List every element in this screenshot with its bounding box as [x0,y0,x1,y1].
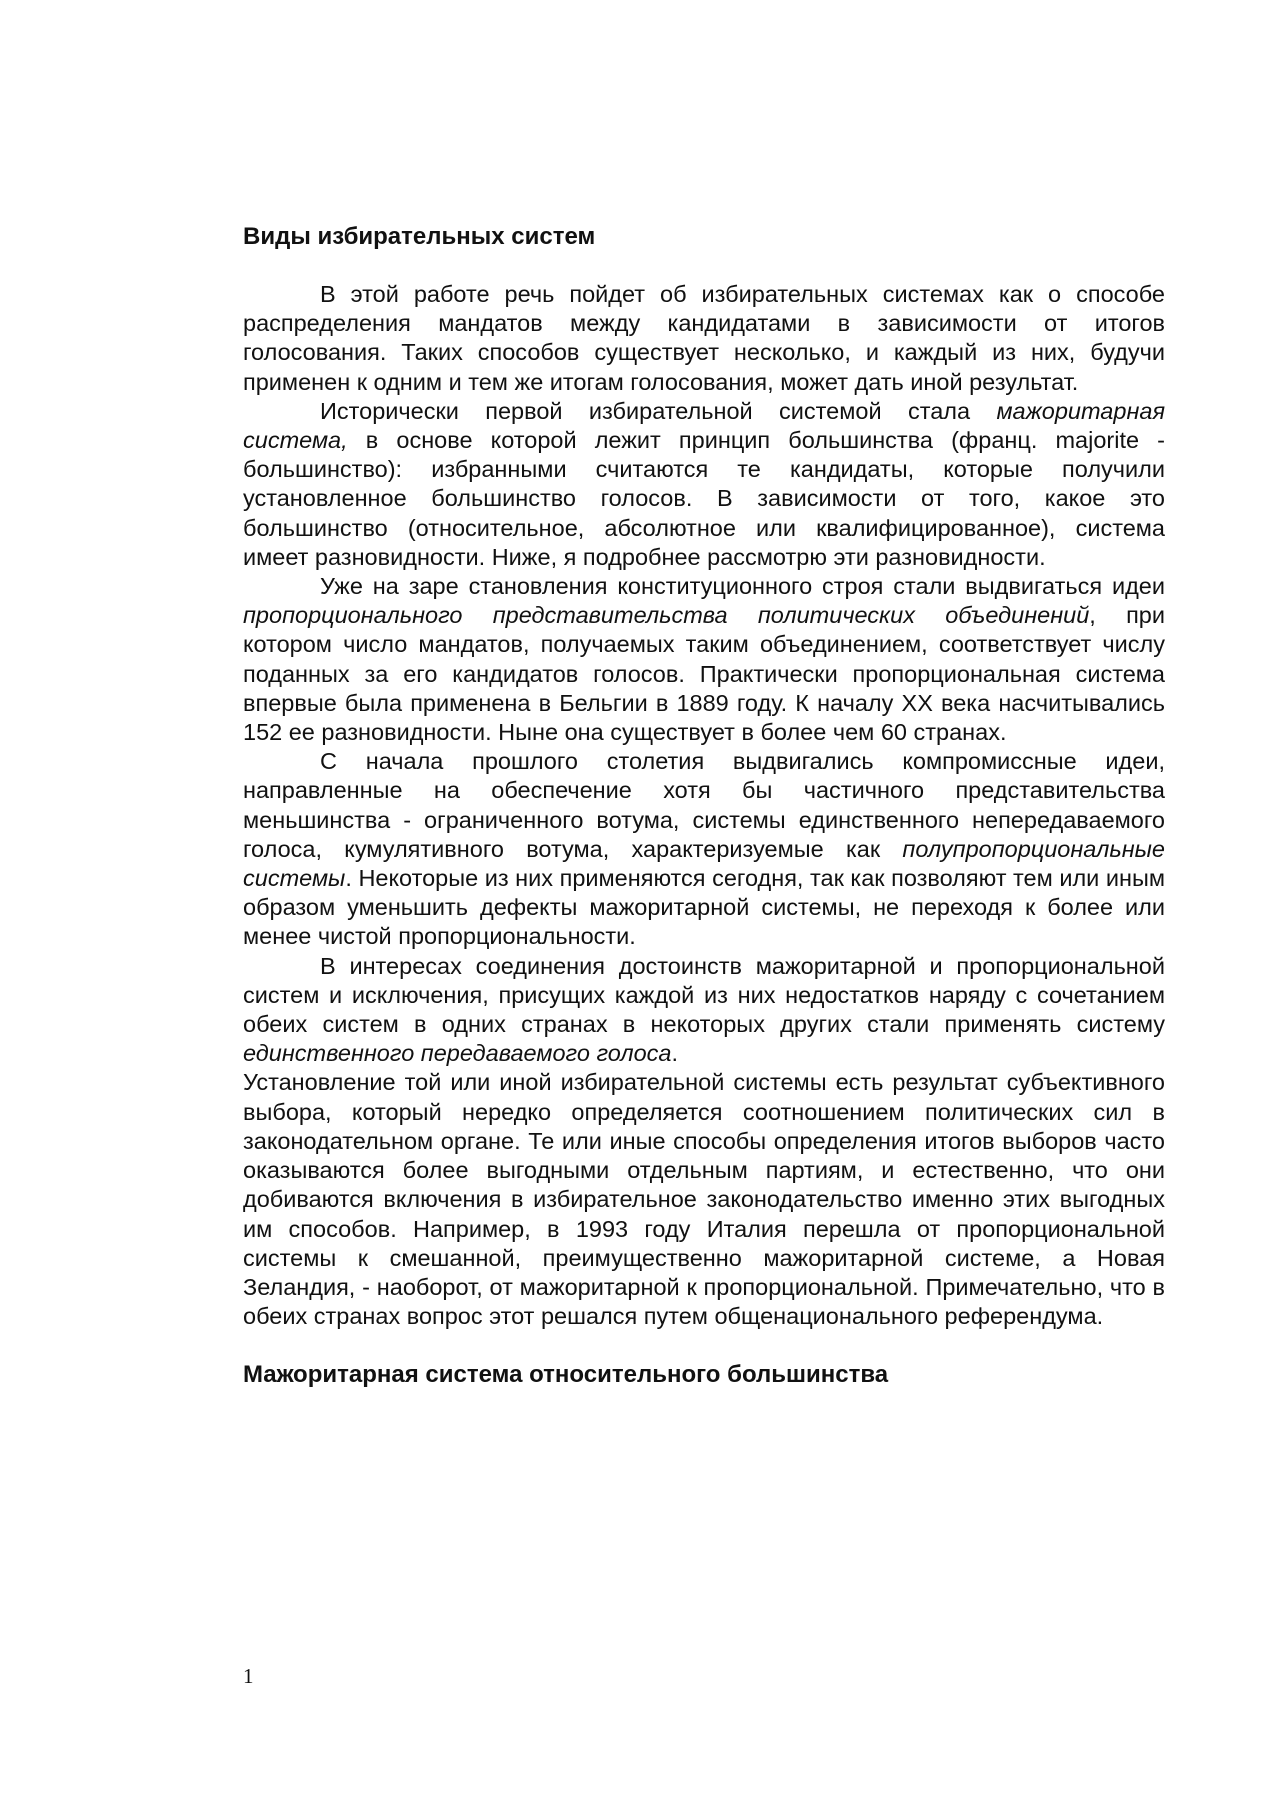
paragraph-proportional-text-b: , при котором число мандатов, получаемых таким объединением, соответствует числу поданных за его кандидатов голосов. Практически пропорциональная система впервые была применена в Бельгии в 1889 году. К началу XX века насчитывались 152 ее разновидности. Ныне она существует в более чем 60 странах. [243,602,1165,746]
paragraph-intro: В этой работе речь пойдет об избирательных системах как о способе распределения мандатов между кандидатами в зависимости от итогов голосования. Таких способов существует несколько, и каждый из них, будучи применен к одним и тем же итогам голосования, может дать иной результат. [243,281,1165,395]
paragraph-system-choice: Установление той или иной избирательной системы есть результат субъективного выбора, который нередко определяется соотношением политических сил в законодательном органе. Те или иные способы определения итогов выборов часто оказываются более выгодными отдельным партиям, и естественно, что они добиваются включения в избирательное законодательство именно этих выгодных им способов. Например, в 1993 году Италия перешла от пропорциональной системы к смешанной, преимущественно мажоритарной системе, а Новая Зеландия, - наоборот, от мажоритарной к пропорциональной. Примечательно, что в обеих странах вопрос этот решался путем общенационального референдума. [243,1069,1165,1330]
paragraph-majoritarian-text-a: Исторически первой избирательной системой стала [320,397,997,424]
paragraph-stv-emphasis: единственного передаваемого голоса [243,1040,672,1067]
paragraph-semi-proportional-emphasis: полупропорциональные системы [243,835,1165,892]
paragraph-semi-proportional-text-b: . Некоторые из них применяются сегодня, так как позволяют тем или иным образом уменьшить дефекты мажоритарной системы, не переходя к более или менее чистой пропорциональности. [243,865,1165,950]
paragraph-majoritarian-emphasis: мажоритарная система, [243,397,1165,454]
paragraph-stv-text-b: . [671,1040,679,1067]
paragraph-proportional [243,572,1165,747]
section-heading-electoral-systems: Виды избирательных систем [243,223,596,250]
paragraph-proportional-emphasis: пропорционального представительства политических объединений [243,602,1090,629]
paragraph-majoritarian-text-b: в основе которой лежит принцип большинства (франц. majorite - большинство): избранными считаются те кандидаты, которые получили установленное большинство голосов. В зависимости от того, какое это большинство (относительное, абсолютное или квалифицированное), система имеет разновидности. Ниже, я подробнее рассмотрю эти разновидности. [243,427,1165,570]
paragraph-semi-proportional-text-a: С начала прошлого столетия выдвигались компромиссные идеи, направленные на обеспечение хотя бы частичного представительства меньшинства - ограниченного вотума, системы единственного непередаваемого голоса, кумулятивного вотума, характеризуемые как [243,748,1165,862]
paragraph-single-transferable-vote [243,952,1165,1069]
section-heading-relative-majority: Мажоритарная система относительного большинства [243,1361,889,1389]
page-number: 1 [243,1664,254,1688]
paragraph-proportional-text-a: Уже на заре становления конституционного строя стали выдвигаться идеи [320,573,1165,600]
paragraph-semi-proportional [243,747,1165,951]
paragraph-majoritarian [243,397,1165,572]
document-body [243,222,1165,1389]
paragraph-stv-text-a: В интересах соединения достоинств мажоритарной и пропорциональной систем и исключения, присущих каждой из них недостатков наряду с сочетанием обеих систем в одних странах в некоторых других стали применять систему [243,952,1165,1038]
